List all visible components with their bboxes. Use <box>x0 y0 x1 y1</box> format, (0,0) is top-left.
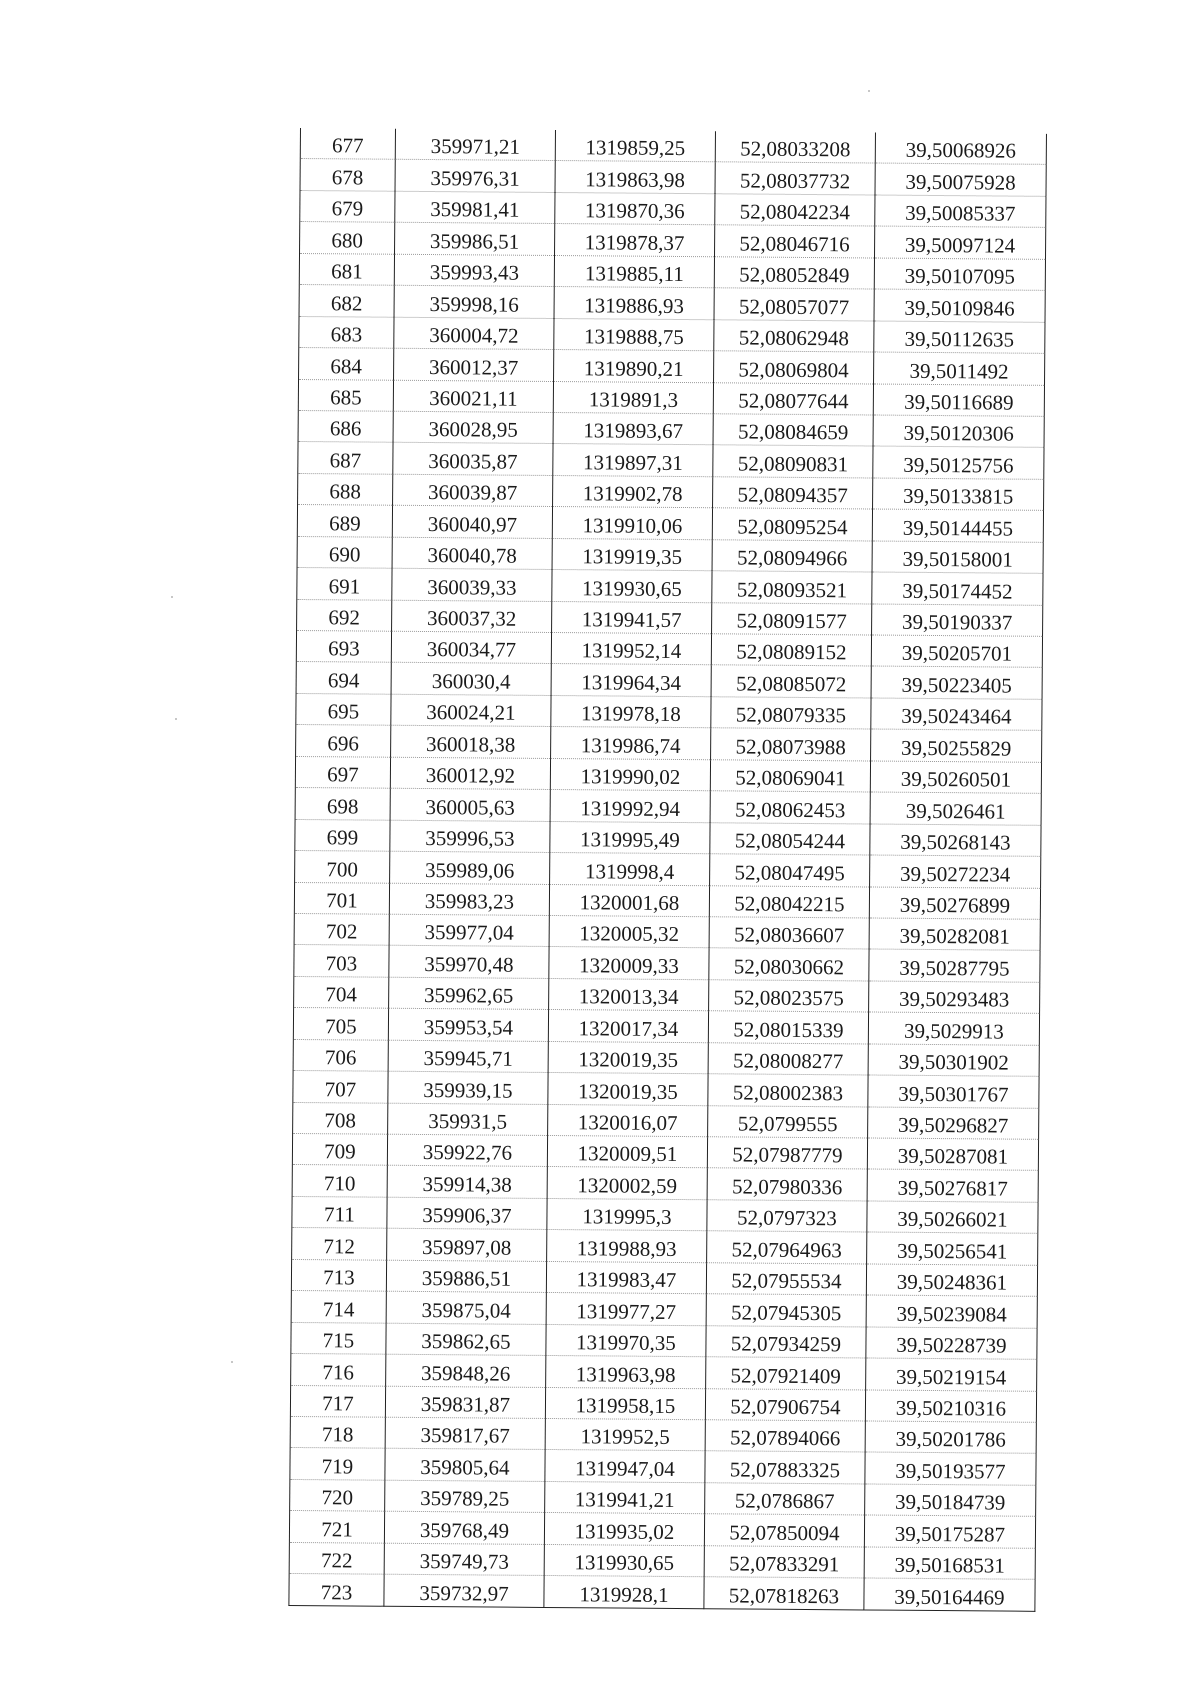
latitude-cell: 52,07945305 <box>706 1294 866 1327</box>
point-number-cell: 717 <box>290 1385 385 1417</box>
x-coordinate-cell: 359953,54 <box>388 1008 548 1041</box>
point-number-cell: 712 <box>292 1228 387 1260</box>
y-coordinate-cell: 1319910,06 <box>552 507 712 540</box>
x-coordinate-cell: 359749,73 <box>384 1543 544 1576</box>
point-number-cell: 692 <box>297 599 392 631</box>
y-coordinate-cell: 1320009,51 <box>547 1135 707 1168</box>
longitude-cell: 39,50260501 <box>870 761 1041 794</box>
longitude-cell: 39,50282081 <box>869 918 1040 951</box>
y-coordinate-cell: 1319870,36 <box>555 192 715 225</box>
x-coordinate-cell: 360034,77 <box>391 631 551 664</box>
longitude-cell: 39,50190337 <box>872 604 1043 637</box>
point-number-cell: 722 <box>289 1542 384 1574</box>
y-coordinate-cell: 1319958,15 <box>545 1387 705 1420</box>
y-coordinate-cell: 1319983,47 <box>546 1261 706 1294</box>
latitude-cell: 52,08052849 <box>714 257 874 290</box>
y-coordinate-cell: 1319992,94 <box>550 790 710 823</box>
x-coordinate-cell: 360037,32 <box>392 600 552 633</box>
latitude-cell: 52,08073988 <box>711 728 871 761</box>
x-coordinate-cell: 359976,31 <box>395 160 555 193</box>
y-coordinate-cell: 1320019,35 <box>548 1073 708 1106</box>
y-coordinate-cell: 1319977,27 <box>546 1293 706 1326</box>
y-coordinate-cell: 1319930,65 <box>544 1544 704 1577</box>
latitude-cell: 52,08030662 <box>709 948 869 981</box>
point-number-cell: 715 <box>291 1322 386 1354</box>
latitude-cell: 52,07906754 <box>705 1388 865 1421</box>
longitude-cell: 39,50287081 <box>867 1138 1038 1171</box>
point-number-cell: 713 <box>291 1259 386 1291</box>
latitude-cell: 52,08015339 <box>708 1011 868 1044</box>
point-number-cell: 684 <box>299 348 394 380</box>
y-coordinate-cell: 1319952,14 <box>551 632 711 665</box>
y-coordinate-cell: 1319986,74 <box>551 727 711 760</box>
point-number-cell: 716 <box>291 1354 386 1386</box>
coordinates-table <box>288 128 1047 1611</box>
point-number-cell: 708 <box>293 1102 388 1134</box>
longitude-cell: 39,50256541 <box>867 1232 1038 1265</box>
latitude-cell: 52,08090831 <box>713 445 873 478</box>
point-number-cell: 683 <box>299 316 394 348</box>
longitude-cell: 39,5026461 <box>870 792 1041 825</box>
longitude-cell: 39,50109846 <box>874 289 1045 322</box>
longitude-cell: 39,50120306 <box>873 415 1044 448</box>
y-coordinate-cell: 1320019,35 <box>548 1041 708 1074</box>
latitude-cell: 52,08057077 <box>714 288 874 321</box>
longitude-cell: 39,50068926 <box>875 133 1046 165</box>
y-coordinate-cell: 1319998,4 <box>550 853 710 886</box>
x-coordinate-cell: 359977,04 <box>389 914 549 947</box>
point-number-cell: 686 <box>298 410 393 442</box>
point-number-cell: 696 <box>296 725 391 757</box>
longitude-cell: 39,50243464 <box>871 698 1042 731</box>
latitude-cell: 52,08062948 <box>714 319 874 352</box>
x-coordinate-cell: 360021,11 <box>393 380 553 413</box>
x-coordinate-cell: 359986,51 <box>395 223 555 256</box>
point-number-cell: 706 <box>293 1039 388 1071</box>
x-coordinate-cell: 360035,87 <box>393 443 553 476</box>
latitude-cell: 52,07980336 <box>707 1168 867 1201</box>
longitude-cell: 39,50116689 <box>873 384 1044 417</box>
longitude-cell: 39,50201786 <box>865 1421 1036 1454</box>
y-coordinate-cell: 1319930,65 <box>552 570 712 603</box>
latitude-cell: 52,08094966 <box>712 539 872 572</box>
longitude-cell: 39,50193577 <box>865 1452 1036 1485</box>
point-number-cell: 718 <box>290 1416 385 1448</box>
longitude-cell: 39,50168531 <box>864 1547 1035 1580</box>
point-number-cell: 714 <box>291 1291 386 1323</box>
y-coordinate-cell: 1319878,37 <box>555 224 715 257</box>
longitude-cell: 39,50276817 <box>867 1169 1038 1202</box>
point-number-cell: 705 <box>293 1008 388 1040</box>
y-coordinate-cell: 1319947,04 <box>545 1450 705 1483</box>
latitude-cell: 52,08047495 <box>710 854 870 887</box>
longitude-cell: 39,50112635 <box>874 321 1045 354</box>
x-coordinate-cell: 359989,06 <box>390 851 550 884</box>
longitude-cell: 39,50228739 <box>866 1327 1037 1360</box>
point-number-cell: 691 <box>297 568 392 600</box>
x-coordinate-cell: 359897,08 <box>387 1229 547 1262</box>
longitude-cell: 39,50075928 <box>875 163 1046 196</box>
x-coordinate-cell: 360030,4 <box>391 663 551 696</box>
x-coordinate-cell: 359945,71 <box>388 1040 548 1073</box>
latitude-cell: 52,08033208 <box>715 131 875 163</box>
point-number-cell: 689 <box>297 505 392 537</box>
point-number-cell: 678 <box>300 159 395 191</box>
longitude-cell: 39,50205701 <box>871 635 1042 668</box>
y-coordinate-cell: 1319902,78 <box>553 475 713 508</box>
point-number-cell: 698 <box>295 788 390 820</box>
x-coordinate-cell: 359886,51 <box>386 1260 546 1293</box>
longitude-cell: 39,50107095 <box>874 258 1045 291</box>
latitude-cell: 52,08085072 <box>711 665 871 698</box>
latitude-cell: 52,07987779 <box>707 1137 867 1170</box>
coordinates-table-wrapper <box>288 128 1046 1611</box>
latitude-cell: 52,07850094 <box>704 1514 864 1547</box>
latitude-cell: 52,08069041 <box>710 759 870 792</box>
scan-speck <box>171 596 173 598</box>
y-coordinate-cell: 1319995,3 <box>547 1198 707 1231</box>
longitude-cell: 39,50239084 <box>866 1295 1037 1328</box>
latitude-cell: 52,0799555 <box>708 1105 868 1138</box>
y-coordinate-cell: 1319995,49 <box>550 821 710 854</box>
y-coordinate-cell: 1319890,21 <box>554 350 714 383</box>
longitude-cell: 39,50223405 <box>871 666 1042 699</box>
latitude-cell: 52,08008277 <box>708 1042 868 1075</box>
longitude-cell: 39,50301767 <box>868 1075 1039 1108</box>
y-coordinate-cell: 1320002,59 <box>547 1167 707 1200</box>
x-coordinate-cell: 360012,92 <box>390 757 550 790</box>
point-number-cell: 702 <box>294 913 389 945</box>
point-number-cell: 693 <box>296 630 391 662</box>
longitude-cell: 39,50301902 <box>868 1044 1039 1077</box>
point-number-cell: 711 <box>292 1196 387 1228</box>
y-coordinate-cell: 1320013,34 <box>549 978 709 1011</box>
y-coordinate-cell: 1319964,34 <box>551 664 711 697</box>
x-coordinate-cell: 359831,87 <box>385 1386 545 1419</box>
point-number-cell: 719 <box>290 1448 385 1480</box>
longitude-cell: 39,50164469 <box>864 1578 1035 1611</box>
longitude-cell: 39,50268143 <box>870 824 1041 857</box>
point-number-cell: 710 <box>292 1165 387 1197</box>
latitude-cell: 52,08042215 <box>709 885 869 918</box>
point-number-cell: 707 <box>293 1071 388 1103</box>
latitude-cell: 52,08062453 <box>710 791 870 824</box>
latitude-cell: 52,07921409 <box>706 1357 866 1390</box>
longitude-cell: 39,50287795 <box>869 949 1040 982</box>
x-coordinate-cell: 359805,64 <box>385 1449 545 1482</box>
point-number-cell: 709 <box>292 1133 387 1165</box>
latitude-cell: 52,08054244 <box>710 822 870 855</box>
point-number-cell: 699 <box>295 819 390 851</box>
x-coordinate-cell: 359817,67 <box>385 1417 545 1450</box>
longitude-cell: 39,5011492 <box>874 352 1045 385</box>
x-coordinate-cell: 359922,76 <box>387 1134 547 1167</box>
latitude-cell: 52,08093521 <box>712 571 872 604</box>
latitude-cell: 52,07894066 <box>705 1420 865 1453</box>
point-number-cell: 723 <box>289 1574 384 1606</box>
y-coordinate-cell: 1319928,1 <box>544 1576 704 1609</box>
x-coordinate-cell: 359848,26 <box>386 1354 546 1387</box>
latitude-cell: 52,08089152 <box>711 634 871 667</box>
x-coordinate-cell: 359862,65 <box>386 1323 546 1356</box>
y-coordinate-cell: 1319886,93 <box>554 287 714 320</box>
point-number-cell: 695 <box>296 693 391 725</box>
y-coordinate-cell: 1319988,93 <box>547 1230 707 1263</box>
longitude-cell: 39,50097124 <box>874 226 1045 259</box>
point-number-cell: 701 <box>294 882 389 914</box>
longitude-cell: 39,50085337 <box>875 195 1046 228</box>
scan-speck <box>175 718 177 720</box>
coordinates-table-body <box>289 128 1047 1611</box>
y-coordinate-cell: 1320017,34 <box>548 1010 708 1043</box>
y-coordinate-cell: 1319941,57 <box>552 601 712 634</box>
point-number-cell: 685 <box>298 379 393 411</box>
latitude-cell: 52,08023575 <box>709 980 869 1013</box>
y-coordinate-cell: 1319885,11 <box>554 255 714 288</box>
latitude-cell: 52,08046716 <box>715 225 875 258</box>
y-coordinate-cell: 1319863,98 <box>555 161 715 194</box>
latitude-cell: 52,08002383 <box>708 1074 868 1107</box>
latitude-cell: 52,08084659 <box>713 414 873 447</box>
longitude-cell: 39,50266021 <box>867 1201 1038 1234</box>
latitude-cell: 52,08069804 <box>714 351 874 384</box>
point-number-cell: 720 <box>290 1479 385 1511</box>
x-coordinate-cell: 360028,95 <box>393 411 553 444</box>
longitude-cell: 39,50175287 <box>864 1515 1035 1548</box>
point-number-cell: 690 <box>297 536 392 568</box>
latitude-cell: 52,08079335 <box>711 697 871 730</box>
latitude-cell: 52,07883325 <box>705 1451 865 1484</box>
point-number-cell: 700 <box>295 851 390 883</box>
longitude-cell: 39,50158001 <box>872 541 1043 574</box>
latitude-cell: 52,07833291 <box>704 1545 864 1578</box>
x-coordinate-cell: 359970,48 <box>389 946 549 979</box>
x-coordinate-cell: 360039,87 <box>393 474 553 507</box>
latitude-cell: 52,07964963 <box>707 1231 867 1264</box>
longitude-cell: 39,50174452 <box>872 572 1043 605</box>
point-number-cell: 687 <box>298 442 393 474</box>
x-coordinate-cell: 359981,41 <box>395 191 555 224</box>
y-coordinate-cell: 1320005,32 <box>549 915 709 948</box>
y-coordinate-cell: 1319990,02 <box>550 758 710 791</box>
point-number-cell: 681 <box>299 253 394 285</box>
y-coordinate-cell: 1319888,75 <box>554 318 714 351</box>
y-coordinate-cell: 1319935,02 <box>544 1513 704 1546</box>
x-coordinate-cell: 360040,78 <box>392 537 552 570</box>
latitude-cell: 52,08095254 <box>712 508 872 541</box>
point-number-cell: 704 <box>294 976 389 1008</box>
longitude-cell: 39,50125756 <box>873 446 1044 479</box>
y-coordinate-cell: 1319859,25 <box>555 130 715 162</box>
x-coordinate-cell: 359931,5 <box>388 1103 548 1136</box>
x-coordinate-cell: 359983,23 <box>389 883 549 916</box>
longitude-cell: 39,50144455 <box>872 509 1043 542</box>
x-coordinate-cell: 359996,53 <box>390 820 550 853</box>
longitude-cell: 39,50255829 <box>871 729 1042 762</box>
longitude-cell: 39,50293483 <box>869 981 1040 1014</box>
table-row <box>289 1574 1035 1611</box>
point-number-cell: 694 <box>296 662 391 694</box>
y-coordinate-cell: 1319941,21 <box>545 1481 705 1514</box>
longitude-cell: 39,50219154 <box>866 1358 1037 1391</box>
y-coordinate-cell: 1319919,35 <box>552 538 712 571</box>
x-coordinate-cell: 360024,21 <box>391 694 551 727</box>
y-coordinate-cell: 1319893,67 <box>553 412 713 445</box>
x-coordinate-cell: 359875,04 <box>386 1291 546 1324</box>
latitude-cell: 52,0797323 <box>707 1200 867 1233</box>
x-coordinate-cell: 359993,43 <box>394 254 554 287</box>
longitude-cell: 39,50272234 <box>870 855 1041 888</box>
x-coordinate-cell: 359962,65 <box>389 977 549 1010</box>
latitude-cell: 52,07955534 <box>706 1262 866 1295</box>
x-coordinate-cell: 360039,33 <box>392 568 552 601</box>
y-coordinate-cell: 1319963,98 <box>546 1356 706 1389</box>
y-coordinate-cell: 1319978,18 <box>551 695 711 728</box>
x-coordinate-cell: 359971,21 <box>395 129 555 161</box>
y-coordinate-cell: 1320016,07 <box>548 1104 708 1137</box>
y-coordinate-cell: 1319970,35 <box>546 1324 706 1357</box>
x-coordinate-cell: 360018,38 <box>391 726 551 759</box>
longitude-cell: 39,5029913 <box>868 1012 1039 1045</box>
point-number-cell: 677 <box>300 128 395 160</box>
scan-speck <box>231 1361 233 1363</box>
x-coordinate-cell: 359906,37 <box>387 1197 547 1230</box>
y-coordinate-cell: 1319891,3 <box>553 381 713 414</box>
latitude-cell: 52,08036607 <box>709 917 869 950</box>
point-number-cell: 680 <box>300 222 395 254</box>
x-coordinate-cell: 360005,63 <box>390 788 550 821</box>
x-coordinate-cell: 359998,16 <box>394 285 554 318</box>
longitude-cell: 39,50296827 <box>868 1107 1039 1140</box>
latitude-cell: 52,07934259 <box>706 1325 866 1358</box>
scan-speck <box>868 90 870 92</box>
longitude-cell: 39,50184739 <box>865 1484 1036 1517</box>
longitude-cell: 39,50276899 <box>869 886 1040 919</box>
point-number-cell: 703 <box>294 945 389 977</box>
x-coordinate-cell: 360004,72 <box>394 317 554 350</box>
point-number-cell: 688 <box>298 473 393 505</box>
x-coordinate-cell: 360012,37 <box>394 348 554 381</box>
y-coordinate-cell: 1319952,5 <box>545 1418 705 1451</box>
x-coordinate-cell: 359939,15 <box>388 1071 548 1104</box>
point-number-cell: 682 <box>299 285 394 317</box>
x-coordinate-cell: 359914,38 <box>387 1166 547 1199</box>
latitude-cell: 52,08042234 <box>715 194 875 227</box>
y-coordinate-cell: 1319897,31 <box>553 444 713 477</box>
x-coordinate-cell: 359789,25 <box>385 1480 545 1513</box>
x-coordinate-cell: 360040,97 <box>392 505 552 538</box>
latitude-cell: 52,08094357 <box>713 477 873 510</box>
point-number-cell: 721 <box>289 1511 384 1543</box>
longitude-cell: 39,50210316 <box>865 1389 1036 1422</box>
latitude-cell: 52,08037732 <box>715 162 875 195</box>
point-number-cell: 679 <box>300 190 395 222</box>
latitude-cell: 52,0786867 <box>705 1483 865 1516</box>
x-coordinate-cell: 359732,97 <box>384 1574 544 1607</box>
point-number-cell: 697 <box>295 756 390 788</box>
longitude-cell: 39,50133815 <box>873 478 1044 511</box>
longitude-cell: 39,50248361 <box>866 1264 1037 1297</box>
y-coordinate-cell: 1320009,33 <box>549 947 709 980</box>
latitude-cell: 52,07818263 <box>704 1577 864 1610</box>
latitude-cell: 52,08077644 <box>713 382 873 415</box>
latitude-cell: 52,08091577 <box>712 602 872 635</box>
x-coordinate-cell: 359768,49 <box>384 1511 544 1544</box>
y-coordinate-cell: 1320001,68 <box>549 884 709 917</box>
